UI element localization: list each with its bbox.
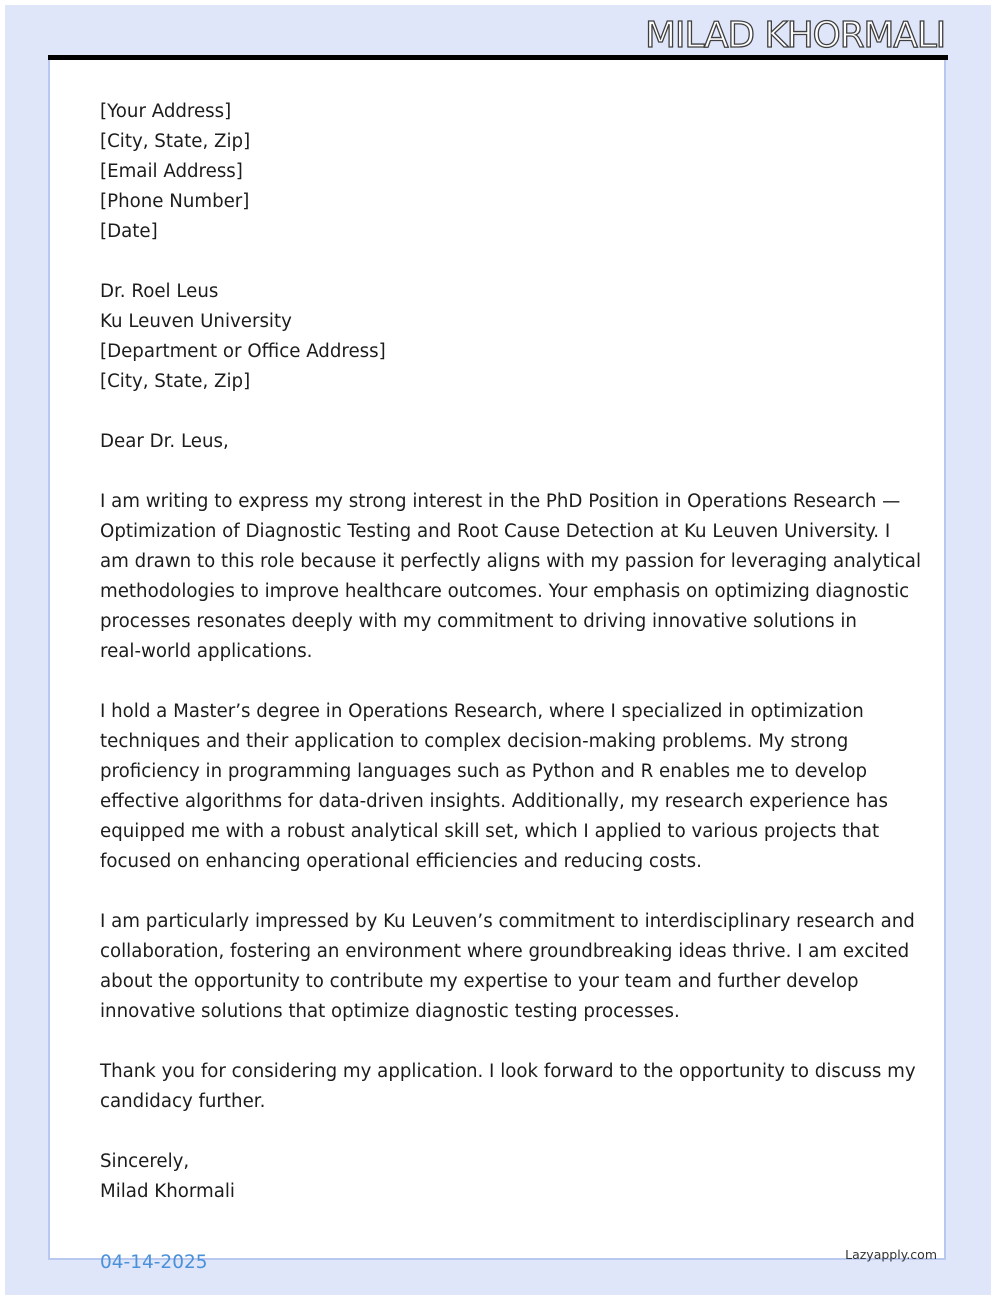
signature-name: Milad Khormali bbox=[100, 1181, 235, 1202]
sender-phone: [Phone Number] bbox=[100, 191, 250, 212]
cover-letter-body bbox=[100, 97, 921, 1207]
paragraph-line: proficiency in programming languages such as Python and R enables me to develop bbox=[100, 761, 868, 782]
applicant-name-heading: MILAD KHORMALI bbox=[645, 15, 945, 56]
paragraph-line: I am writing to express my strong interest in the PhD Position in Operations Research — bbox=[100, 491, 901, 512]
paragraph-line: am drawn to this role because it perfectly aligns with my passion for leveraging analytical bbox=[100, 551, 921, 572]
paragraph-line: candidacy further. bbox=[100, 1091, 266, 1112]
footer-date: 04-14-2025 bbox=[100, 1252, 208, 1273]
recipient-name: Dr. Roel Leus bbox=[100, 281, 219, 302]
paragraph-line: about the opportunity to contribute my expertise to your team and further develop bbox=[100, 971, 859, 992]
paragraph-line: I hold a Master’s degree in Operations Research, where I specialized in optimization bbox=[100, 701, 864, 722]
recipient-department: [Department or Office Address] bbox=[100, 341, 386, 362]
paragraph-line: effective algorithms for data-driven insights. Additionally, my research experience has bbox=[100, 791, 889, 812]
sender-date: [Date] bbox=[100, 221, 158, 242]
paragraph-line: focused on enhancing operational efficiencies and reducing costs. bbox=[100, 851, 702, 872]
paragraph-line: Optimization of Diagnostic Testing and Root Cause Detection at Ku Leuven University. I bbox=[100, 521, 891, 542]
paragraph-line: Thank you for considering my application. I look forward to the opportunity to discuss my bbox=[100, 1061, 916, 1082]
paragraph-line: collaboration, fostering an environment where groundbreaking ideas thrive. I am excited bbox=[100, 941, 910, 962]
recipient-organization: Ku Leuven University bbox=[100, 311, 292, 332]
paragraph-line: methodologies to improve healthcare outcomes. Your emphasis on optimizing diagnostic bbox=[100, 581, 910, 602]
body-paragraph-2 bbox=[100, 697, 900, 877]
paragraph-line: I am particularly impressed by Ku Leuven’s commitment to interdisciplinary research and bbox=[100, 911, 915, 932]
recipient-block bbox=[100, 277, 900, 397]
sender-city: [City, State, Zip] bbox=[100, 131, 251, 152]
salutation: Dear Dr. Leus, bbox=[100, 431, 229, 452]
sender-block bbox=[100, 97, 900, 247]
footer-site-credit: Lazyapply.com bbox=[845, 1247, 937, 1262]
body-paragraph-3 bbox=[100, 907, 915, 1027]
body-paragraph-1 bbox=[100, 487, 921, 667]
sender-address: [Your Address] bbox=[100, 101, 232, 122]
paragraph-line: processes resonates deeply with my commitment to driving innovative solutions in bbox=[100, 611, 857, 632]
paragraph-line: equipped me with a robust analytical skill set, which I applied to various projects that bbox=[100, 821, 880, 842]
paragraph-line: real-world applications. bbox=[100, 641, 313, 662]
paragraph-line: innovative solutions that optimize diagnostic testing processes. bbox=[100, 1001, 680, 1022]
body-paragraph-4 bbox=[100, 1057, 916, 1117]
sender-email: [Email Address] bbox=[100, 161, 243, 182]
valediction: Sincerely, bbox=[100, 1151, 190, 1172]
closing-block bbox=[100, 1147, 900, 1207]
recipient-city: [City, State, Zip] bbox=[100, 371, 251, 392]
paragraph-line: techniques and their application to complex decision-making problems. My strong bbox=[100, 731, 849, 752]
